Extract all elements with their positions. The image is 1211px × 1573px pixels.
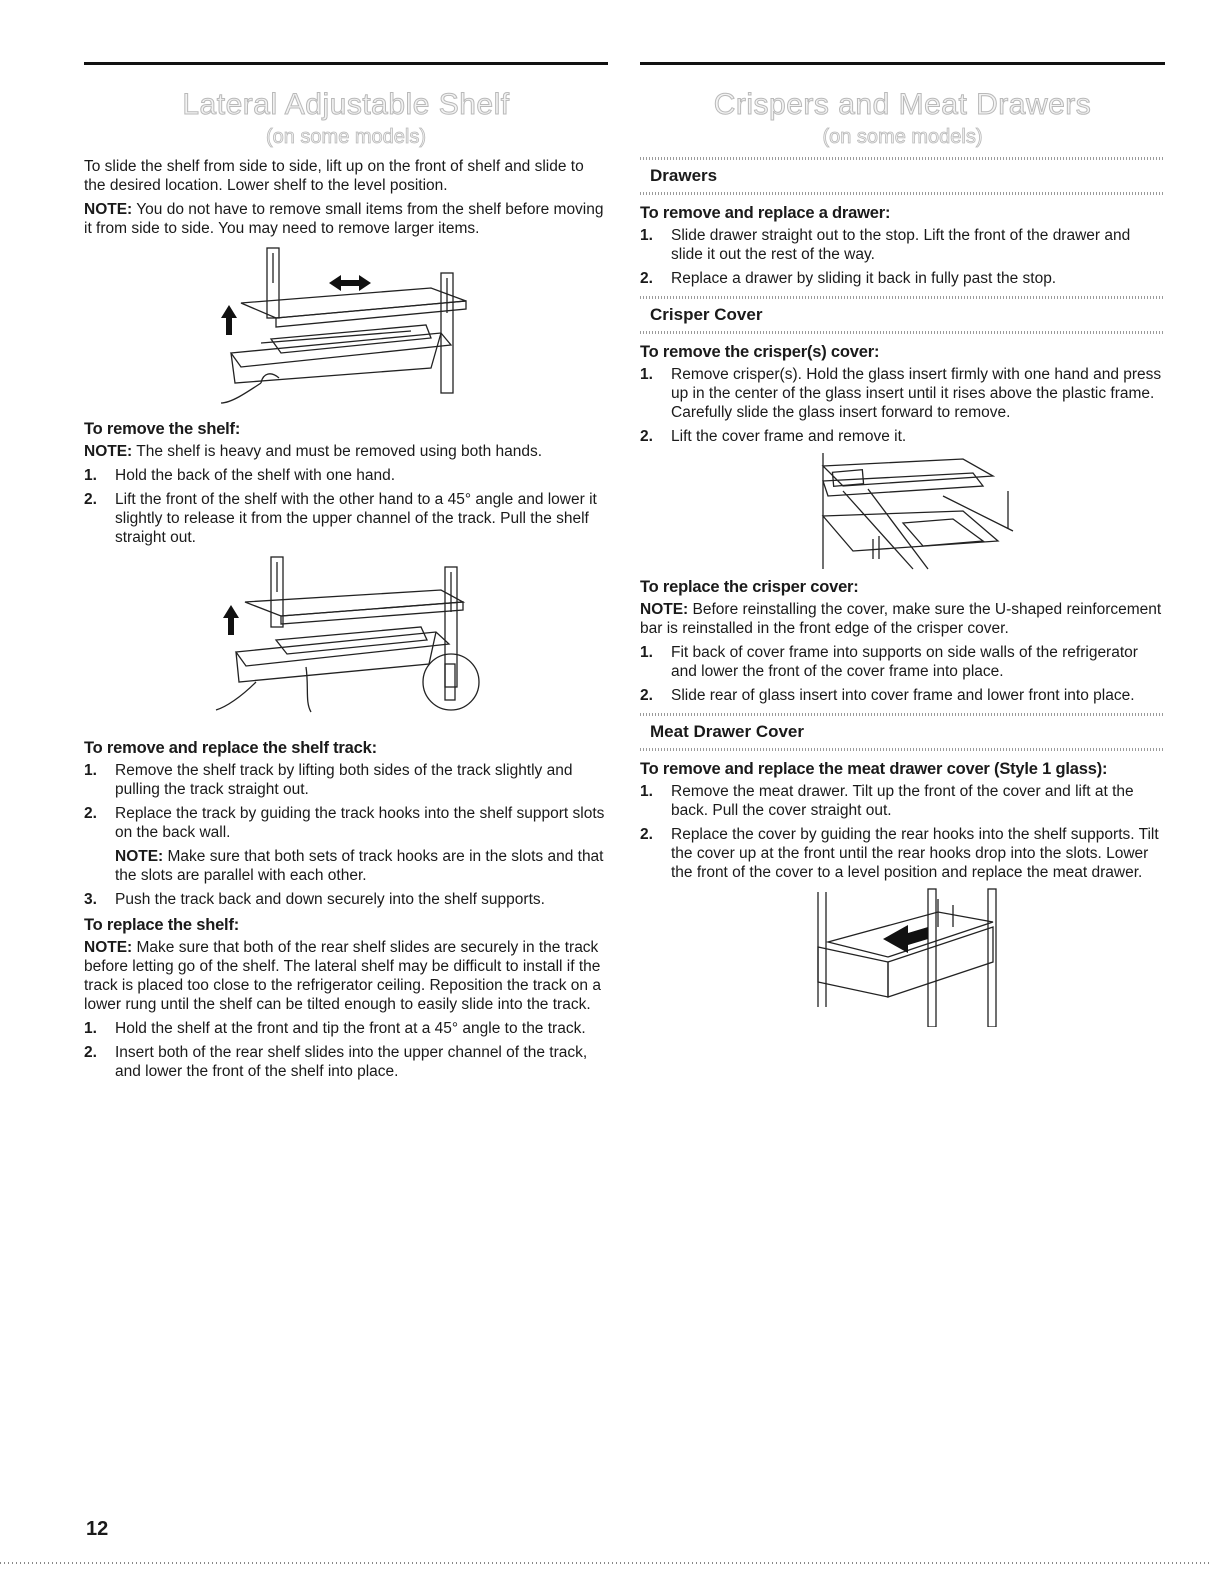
note-label: NOTE: — [84, 939, 133, 956]
list-item — [640, 825, 1165, 882]
step-text: Lift the front of the shelf with the other hand to a 45° angle and lower it slightly to release it from the upper channel of the track. Pull the shelf straight out. — [115, 491, 597, 546]
track-note — [84, 847, 608, 885]
crisper-replace-steps — [640, 643, 1165, 705]
drawer-steps — [640, 226, 1165, 288]
list-item — [640, 782, 1165, 820]
step-number: 1. — [84, 1020, 97, 1037]
list-item — [84, 761, 608, 799]
step-number: 2. — [640, 270, 653, 287]
up-arrow-icon — [221, 305, 237, 335]
list-item — [640, 226, 1165, 264]
step-text: Hold the shelf at the front and tip the front at a 45° angle to the track. — [115, 1020, 586, 1037]
section-subtitle: (on some models) — [265, 126, 427, 148]
band-label: Meat Drawer Cover — [650, 722, 805, 741]
list-item — [84, 890, 608, 909]
up-arrow-icon — [223, 605, 239, 635]
step-number: 1. — [640, 783, 653, 800]
section-title-lateral-shelf: Lateral Adjustable Shelf — [182, 88, 510, 121]
left-arrow-icon — [883, 925, 928, 953]
remove-shelf-heading: To remove the shelf: — [84, 420, 241, 438]
step-text: Slide drawer straight out to the stop. Lift the front of the drawer and slide it out the rest of the way. — [671, 227, 1131, 263]
band-rule — [640, 157, 1165, 160]
page-number: 12 — [86, 1518, 109, 1540]
list-item — [640, 686, 1165, 705]
note-text: You do not have to remove small items from the shelf before moving it from side to side. You may need to remove larger items. — [84, 201, 604, 237]
step-number: 2. — [84, 805, 97, 822]
band-label: Crisper Cover — [650, 305, 763, 324]
note-text: Before reinstalling the cover, make sure the U-shaped reinforcement bar is reinstalled in the front edge of the crisper cover. — [640, 601, 1162, 637]
step-text: Slide rear of glass insert into cover frame and lower front into place. — [671, 687, 1135, 704]
step-text: Lift the cover frame and remove it. — [671, 428, 907, 445]
band-rule — [640, 296, 1165, 299]
step-number: 1. — [84, 467, 97, 484]
crisper-remove-steps — [640, 365, 1165, 446]
note-label: NOTE: — [84, 201, 133, 218]
meat-drawer-cover-illustration — [788, 887, 1018, 1027]
section-title-crispers: Crispers and Meat Drawers — [713, 88, 1092, 121]
step-text: Insert both of the rear shelf slides into the upper channel of the track, and lower the front of the shelf into place. — [115, 1044, 588, 1080]
band-rule — [640, 748, 1165, 751]
crisper-cover-band — [640, 296, 1165, 334]
replace-note — [84, 938, 608, 1014]
step-text: Replace a drawer by sliding it back in fully past the stop. — [671, 270, 1057, 287]
step-text: Remove the shelf track by lifting both sides of the track slightly and pulling the track straight out. — [115, 762, 573, 798]
remove-replace-drawer-heading: To remove and replace a drawer: — [640, 204, 891, 222]
step-text: Hold the back of the shelf with one hand. — [115, 467, 396, 484]
band-rule — [640, 192, 1165, 195]
bottom-edge-rule — [0, 1562, 1211, 1564]
step-number: 2. — [640, 428, 653, 445]
band-rule — [640, 713, 1165, 716]
note-label: NOTE: — [115, 848, 164, 865]
crisper-replace-note — [640, 600, 1165, 638]
step-number: 2. — [640, 826, 653, 843]
list-item — [84, 466, 608, 485]
note-text: The shelf is heavy and must be removed using both hands. — [132, 443, 543, 460]
step-number: 1. — [640, 227, 653, 244]
remove-replace-meat-cover-heading: To remove and replace the meat drawer cover (Style 1 glass): — [640, 760, 1108, 778]
list-item — [640, 269, 1165, 288]
step-number: 2. — [640, 687, 653, 704]
remove-replace-track-heading: To remove and replace the shelf track: — [84, 739, 377, 757]
step-number: 2. — [84, 491, 97, 508]
replace-shelf-steps — [84, 1019, 608, 1081]
right-column — [640, 62, 1165, 1031]
step-number: 1. — [84, 762, 97, 779]
list-item — [640, 427, 1165, 446]
step-text: Push the track back and down securely into the shelf supports. — [115, 891, 545, 908]
step-text: Remove crisper(s). Hold the glass insert firmly with one hand and press up in the center of the glass insert until it rises above the plastic frame. Carefully slide the glass insert forward to remove. — [671, 366, 1162, 421]
step-number: 3. — [84, 891, 97, 908]
left-right-arrow-icon — [329, 275, 371, 291]
step-number: 2. — [84, 1044, 97, 1061]
left-column — [84, 62, 608, 1086]
list-item — [84, 490, 608, 547]
replace-crisper-cover-heading: To replace the crisper cover: — [640, 578, 859, 596]
top-rule — [640, 62, 1165, 65]
note-text: Make sure that both sets of track hooks are in the slots and that the slots are parallel with each other. — [115, 848, 604, 884]
track-steps — [84, 761, 608, 842]
track-steps-continued — [84, 890, 608, 909]
intro-paragraph: To slide the shelf from side to side, lift up on the front of shelf and slide to the desired location. Lower shelf to the level position. — [84, 158, 584, 194]
remove-shelf-steps — [84, 466, 608, 547]
shelf-removal-illustration — [201, 552, 491, 732]
step-text: Replace the cover by guiding the rear hooks into the shelf supports. Tilt the cover up at the front until the rear hooks drop into the slots. Lower the front of the cover to a level position and replace the meat drawer. — [671, 826, 1159, 881]
step-number: 1. — [640, 644, 653, 661]
note-label: NOTE: — [84, 443, 133, 460]
band-label: Drawers — [650, 166, 718, 185]
list-item — [84, 1019, 608, 1038]
replace-shelf-heading: To replace the shelf: — [84, 916, 240, 934]
crisper-cover-illustration — [783, 451, 1023, 571]
note-text: Make sure that both of the rear shelf slides are securely in the track before letting go of the shelf. The lateral shelf may be difficult to install if the track is placed too close to the refrigerator ceiling. Reposition the track on a lower rung until the shelf can be tilted enough to easily slide into the track. — [84, 939, 601, 1013]
step-text: Fit back of cover frame into supports on side walls of the refrigerator and lower the front of the cover frame into place. — [671, 644, 1138, 680]
band-rule — [640, 331, 1165, 334]
step-text: Replace the track by guiding the track hooks into the shelf support slots on the back wall. — [115, 805, 605, 841]
note-paragraph — [84, 200, 608, 238]
note-label: NOTE: — [640, 601, 689, 618]
remove-note — [84, 442, 608, 461]
top-rule — [84, 62, 608, 65]
list-item — [640, 643, 1165, 681]
meat-drawer-cover-band — [640, 713, 1165, 751]
list-item — [84, 1043, 608, 1081]
shelf-slide-illustration — [201, 243, 491, 413]
drawers-band — [640, 157, 1165, 195]
list-item — [84, 804, 608, 842]
meat-cover-steps — [640, 782, 1165, 882]
step-number: 1. — [640, 366, 653, 383]
section-subtitle: (on some models) — [822, 126, 983, 148]
list-item — [640, 365, 1165, 422]
step-text: Remove the meat drawer. Tilt up the front of the cover and lift at the back. Pull the cover straight out. — [671, 783, 1134, 819]
remove-crisper-cover-heading: To remove the crisper(s) cover: — [640, 343, 880, 361]
